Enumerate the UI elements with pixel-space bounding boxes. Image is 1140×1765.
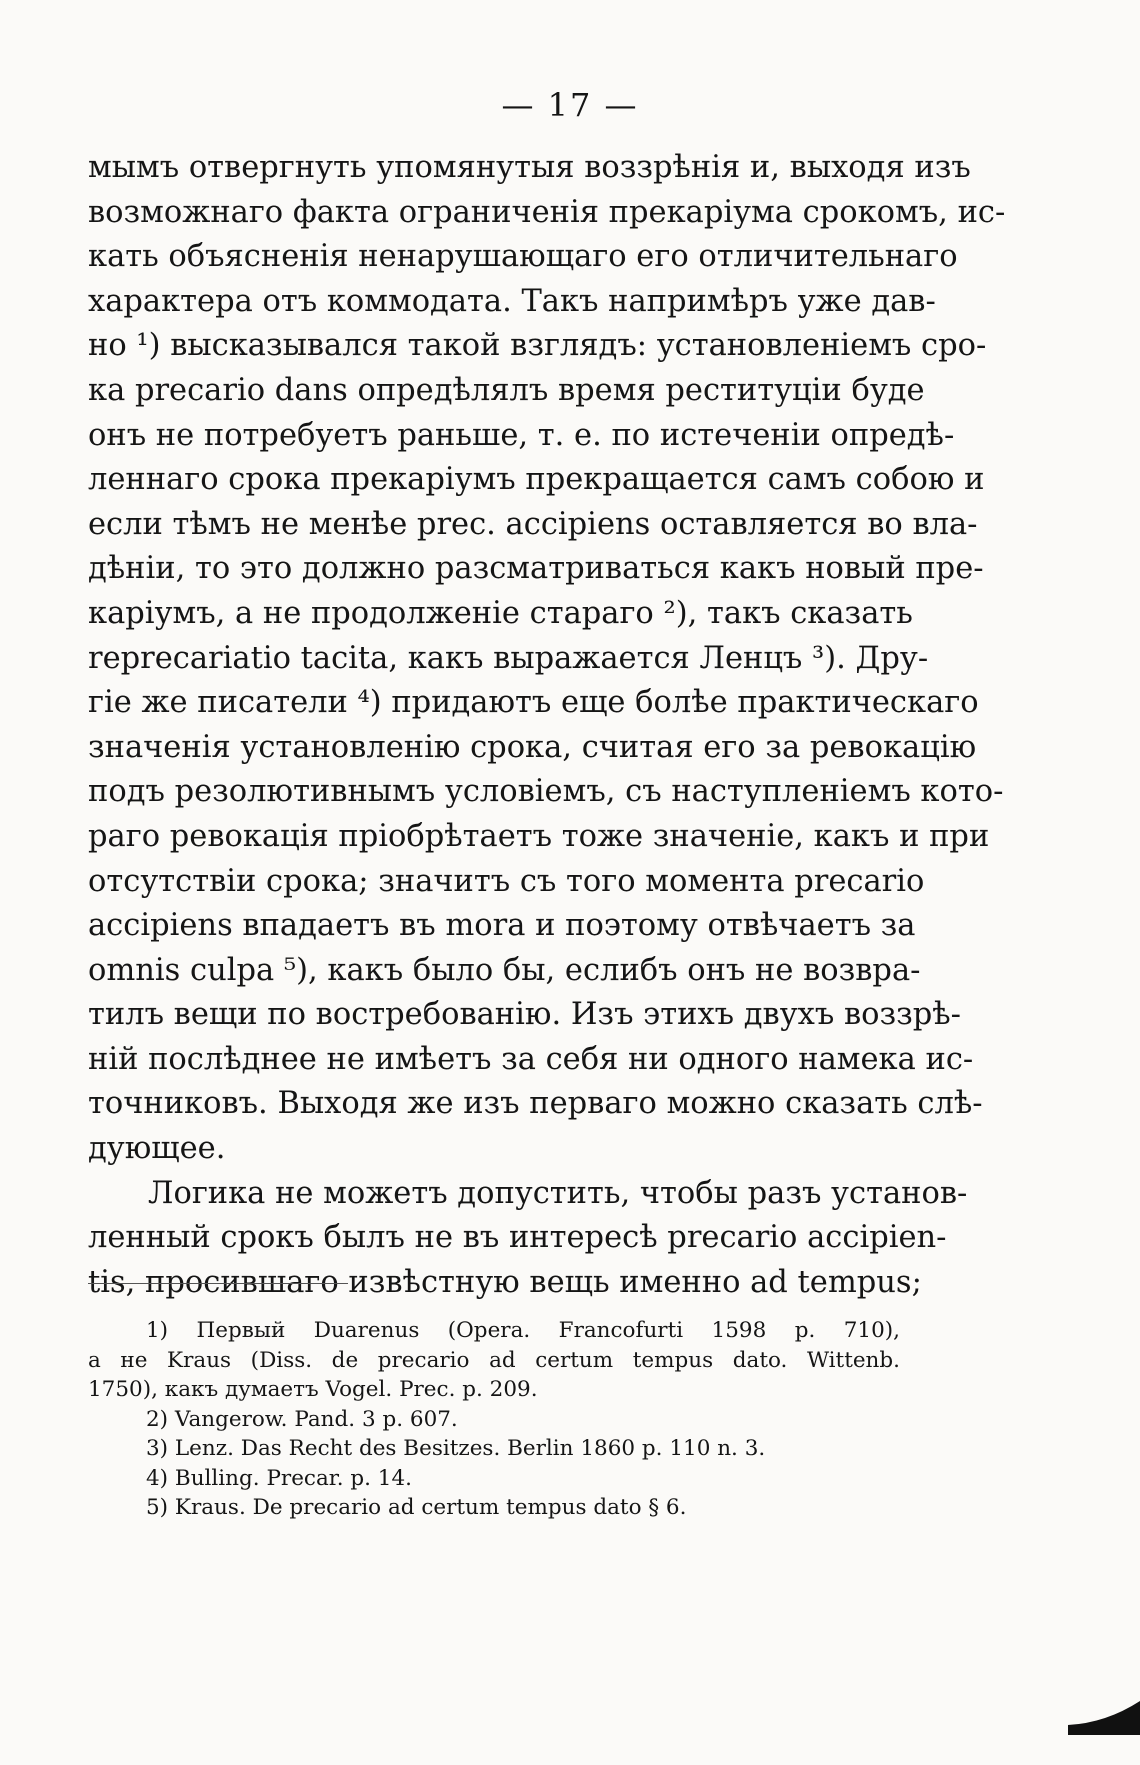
- text-line: Логика не можетъ допустить, чтобы разъ установ-: [148, 1175, 968, 1211]
- footnote-line: 1750), какъ думаетъ Vogel. Prec. p. 209.: [88, 1377, 538, 1402]
- text-line: omnis culpa ⁵), какъ было бы, еслибъ онъ не возвра-: [88, 952, 921, 988]
- text-line: раго ревокація пріобрѣтаетъ тоже значеніе, какъ и при: [88, 818, 990, 854]
- footnote-rule: [88, 1283, 348, 1284]
- text-line: онъ не потребуетъ раньше, т. е. по истеченіи опредѣ-: [88, 417, 955, 453]
- main-text: [88, 146, 1006, 1305]
- text-line: но ¹) высказывался такой взглядъ: установленіемъ сро-: [88, 328, 987, 364]
- text-line: если тѣмъ не менѣе prec. accipiens оставляется во вла-: [88, 506, 978, 542]
- text-line: точниковъ. Выходя же изъ перваго можно сказать слѣ-: [88, 1086, 983, 1122]
- footnote-line: 3) Lenz. Das Recht des Besitzes. Berlin 1860 p. 110 n. 3.: [146, 1436, 766, 1461]
- footnote-line: 5) Kraus. De precario ad certum tempus dato § 6.: [146, 1495, 687, 1520]
- text-line: каріумъ, а не продолженіе стараго ²), такъ сказать: [88, 595, 913, 631]
- text-line: кать объясненія ненарушающаго его отличительнаго: [88, 239, 958, 275]
- text-line: дующее.: [88, 1131, 226, 1167]
- text-line: ка precario dans опредѣлялъ время реституціи буде: [88, 372, 925, 408]
- text-line: тилъ вещи по востребованію. Изъ этихъ двухъ воззрѣ-: [88, 997, 961, 1033]
- text-line: отсутствіи срока; значитъ съ того момента precario: [88, 863, 925, 899]
- text-line: мымъ отвергнуть упомянутыя воззрѣнія и, выходя изъ: [88, 150, 971, 185]
- text-line: гіе же писатели ⁴) придаютъ еще болѣе практическаго: [88, 685, 979, 721]
- footnote-line: 1) Первый Duarenus (Opera. Francofurti 1598 p. 710),: [146, 1318, 900, 1343]
- text-line: дѣніи, то это должно разсматриваться какъ новый пре-: [88, 551, 984, 587]
- footnote-line: а не Kraus (Diss. de precario ad certum tempus dato. Wittenb.: [88, 1347, 900, 1373]
- text-line: подъ резолютивнымъ условіемъ, съ наступленіемъ кото-: [88, 774, 1004, 810]
- text-line: значенія установленію срока, считая его за ревокацію: [88, 729, 977, 765]
- footnotes: [88, 1316, 900, 1523]
- text-line: accipiens впадаетъ въ mora и поэтому отвѣчаетъ за: [88, 908, 916, 944]
- text-line: tis, просившаго извѣстную вещь именно ad tempus;: [88, 1264, 922, 1300]
- text-line: ленный срокъ былъ не въ интересѣ precario accipien-: [88, 1220, 947, 1256]
- text-line: леннаго срока прекаріумъ прекращается самъ собою и: [88, 462, 985, 498]
- text-line: reprecariatio tacita, какъ выражается Ленцъ ³). Дру-: [88, 640, 929, 676]
- text-line: возможнаго факта ограниченія прекаріума срокомъ, ис-: [88, 194, 1006, 230]
- page-number: — 17 —: [501, 86, 639, 124]
- text-line: ній послѣднее не имѣетъ за себя ни одного намека ис-: [88, 1041, 974, 1077]
- text-line: характера отъ коммодата. Такъ напримѣръ уже дав-: [88, 283, 936, 319]
- page-edge-mark: [1066, 1695, 1140, 1735]
- footnote-line: 2) Vangerow. Pand. 3 p. 607.: [146, 1406, 458, 1432]
- footnote-line: 4) Bulling. Precar. p. 14.: [146, 1465, 412, 1491]
